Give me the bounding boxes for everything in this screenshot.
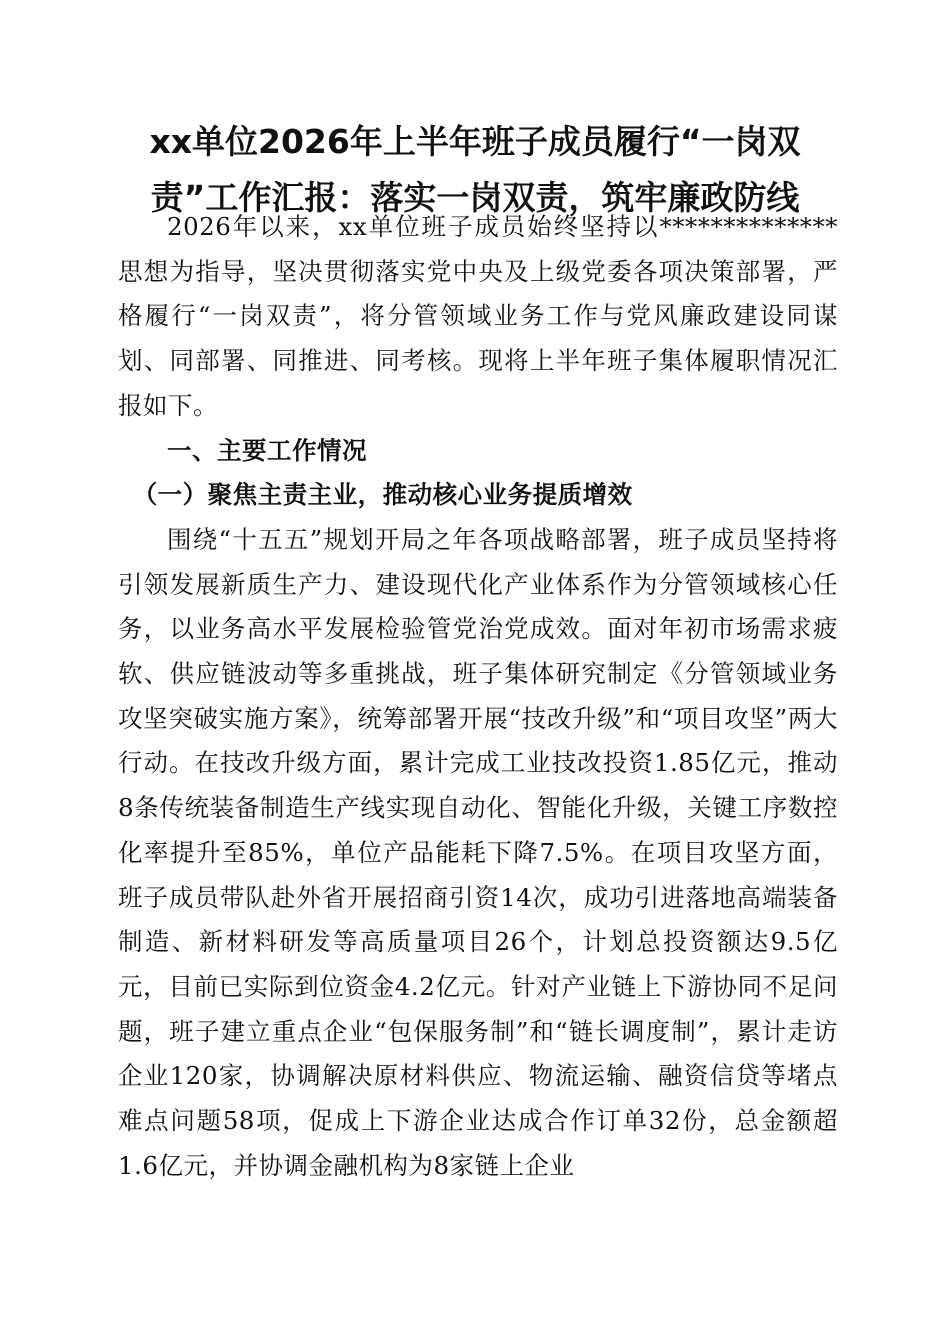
- document-body: [118, 205, 838, 1188]
- document-title: xx单位2026年上半年班子成员履行“一岗双责”工作汇报：落实一岗双责，筑牢廉政防线: [149, 122, 801, 217]
- section-heading: 一、主要工作情况: [167, 435, 367, 465]
- subsection-heading: （一）聚焦主责主业，推动核心业务提质增效: [132, 480, 633, 510]
- intro-paragraph: 2026年以来，xx单位班子成员始终坚持以**************思想为指导，坚决贯彻落实党中央及上级党委各项决策部署，严格履行“一岗双责”，将分管领域业务工作与党风廉政建设同谋划、同部署、同推进、同考核。现将上半年班子集体履职情况汇报如下。: [118, 212, 838, 420]
- subsection-paragraph: 围绕“十五五”规划开局之年各项战略部署，班子成员坚持将引领发展新质生产力、建设现代化产业体系作为分管领域核心任务，以业务高水平发展检验管党治党成效。面对年初市场需求疲软、供应链波动等多重挑战，班子集体研究制定《分管领域业务攻坚突破实施方案》，统筹部署开展“技改升级”和“项目攻坚”两大行动。在技改升级方面，累计完成工业技改投资1.85亿元，推动8条传统装备制造生产线实现自动化、智能化升级，关键工序数控化率提升至85%，单位产品能耗下降7.5%。在项目攻坚方面，班子成员带队赴外省开展招商引资14次，成功引进落地高端装备制造、新材料研发等高质量项目26个，计划总投资额达9.5亿元，目前已实际到位资金4.2亿元。针对产业链上下游协同不足问题，班子建立重点企业“包保服务制”和“链长调度制”，累计走访企业120家，协调解决原材料供应、物流运输、融资信贷等堵点难点问题58项，促成上下游企业达成合作订单32份，总金额超1.6亿元，并协调金融机构为8家链上企业: [118, 524, 838, 1180]
